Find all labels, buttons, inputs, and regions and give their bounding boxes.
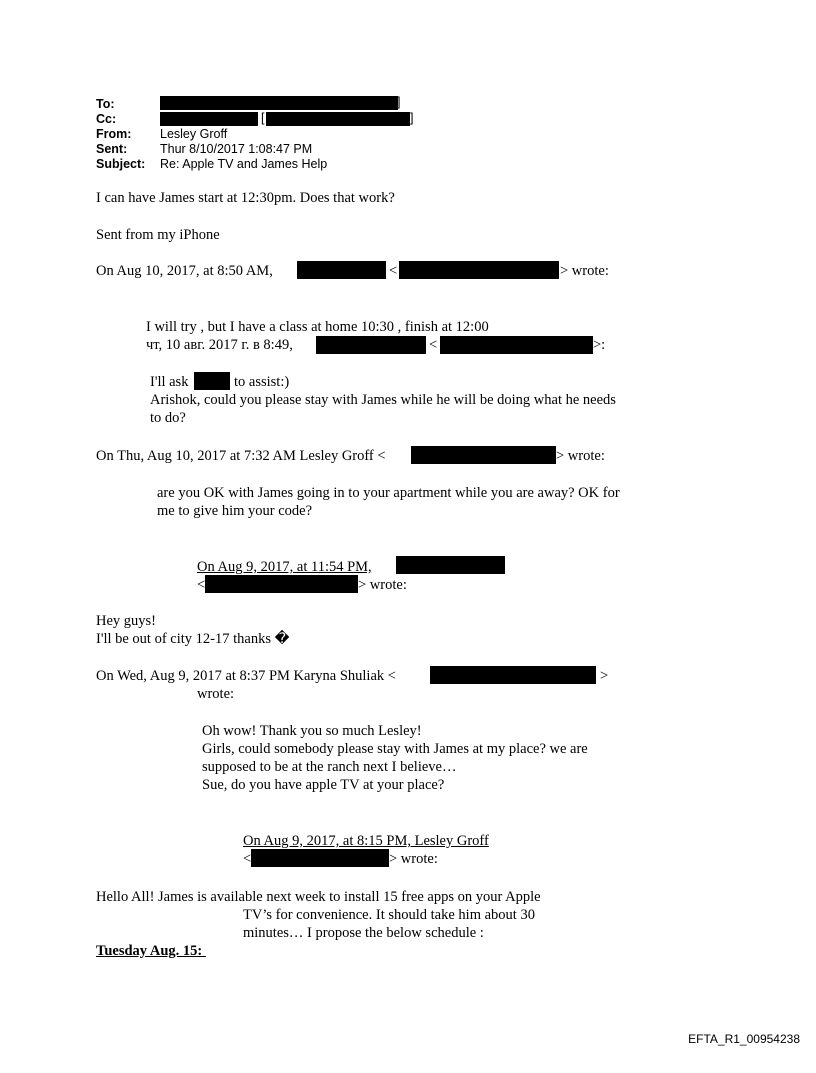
quote4-email-redaction — [205, 575, 358, 593]
to-bracket: ] — [397, 95, 401, 109]
from-label: From: — [96, 127, 132, 141]
quote2-ask-suffix: to assist:) — [234, 374, 290, 390]
quote7-attribution: On Aug 9, 2017, at 8:15 PM, Lesley Groff — [243, 833, 489, 849]
quote1-wrote: > wrote: — [560, 263, 609, 279]
quote6-wrote: wrote: — [197, 686, 235, 702]
cc-redaction-1 — [160, 112, 258, 126]
quote8-line1: Hello All! James is available next week to install 15 free apps on your Apple — [96, 889, 541, 905]
quote6-email-redaction — [430, 666, 596, 684]
to-redaction — [160, 95, 401, 110]
quote1b-name-redaction — [316, 336, 426, 354]
quote1b-lt: < — [429, 337, 438, 353]
quote6-gt: > — [600, 668, 609, 684]
quote8-line3: minutes… I propose the below schedule : — [243, 925, 484, 941]
quote6-attribution: On Wed, Aug 9, 2017 at 8:37 PM Karyna Shuliak < — [96, 668, 396, 684]
quote6-line2: Girls, could somebody please stay with James at my place? we are — [202, 741, 588, 757]
quote2-line2: Arishok, could you please stay with James while he will be doing what he needs — [150, 392, 616, 408]
sent-value: Thur 8/10/2017 1:08:47 PM — [160, 142, 313, 156]
from-value: Lesley Groff — [160, 127, 228, 141]
quote8-line2: TV’s for convenience. It should take him about 30 — [243, 907, 535, 923]
quote1-name-redaction — [297, 261, 386, 279]
cc-bracket-close: ] — [410, 111, 414, 125]
schedule-heading: Tuesday Aug. 15: — [96, 943, 206, 959]
sent-label: Sent: — [96, 142, 128, 156]
quote6-line1: Oh wow! Thank you so much Lesley! — [202, 723, 422, 739]
subject-label: Subject: — [96, 157, 146, 171]
cc-label: Cc: — [96, 112, 117, 126]
quote1-lt: < — [389, 263, 398, 279]
quote4-name-redaction — [396, 556, 505, 574]
quote4-wrote: > wrote: — [358, 577, 407, 593]
quote7-wrote: > wrote: — [389, 851, 438, 867]
quote1b-suffix: >: — [593, 337, 606, 353]
quote5-line1: Hey guys! — [96, 613, 157, 629]
quote2-ask-prefix: I'll ask — [150, 374, 189, 390]
quote4-attribution: On Aug 9, 2017, at 11:54 PM, — [197, 559, 372, 575]
cc-bracket-open: [ — [261, 111, 265, 125]
signature: Sent from my iPhone — [96, 227, 220, 243]
cc-redaction-2 — [266, 112, 410, 126]
to-label: To: — [96, 97, 115, 111]
quote2-name-redaction — [194, 372, 230, 390]
quote7-email-redaction — [251, 849, 389, 867]
quote3-line2: me to give him your code? — [157, 503, 313, 519]
quote3-email-redaction — [411, 446, 556, 464]
quote7-lt: < — [243, 851, 252, 867]
quote6-line3: supposed to be at the ranch next I believe… — [202, 759, 457, 775]
bates-number: EFTA_R1_00954238 — [688, 1032, 800, 1046]
quote6-line4: Sue, do you have apple TV at your place? — [202, 777, 445, 793]
quote2-line3: to do? — [150, 410, 186, 426]
quote1-line2: чт, 10 авг. 2017 г. в 8:49, — [146, 337, 293, 353]
quote1-email-redaction — [399, 261, 559, 279]
reply-text: I can have James start at 12:30pm. Does that work? — [96, 190, 395, 206]
quote1-line1: I will try , but I have a class at home 10:30 , finish at 12:00 — [146, 319, 489, 335]
quote1-attribution: On Aug 10, 2017, at 8:50 AM, — [96, 263, 273, 279]
quote5-line2: I'll be out of city 12-17 thanks � — [96, 631, 290, 647]
quote1b-email-redaction — [440, 336, 593, 354]
quote4-lt: < — [197, 577, 206, 593]
quote3-line1: are you OK with James going in to your apartment while you are away? OK for — [157, 485, 620, 501]
quote3-attribution: On Thu, Aug 10, 2017 at 7:32 AM Lesley Groff < — [96, 448, 386, 464]
subject-value: Re: Apple TV and James Help — [160, 157, 328, 171]
quote3-wrote: > wrote: — [556, 448, 605, 464]
